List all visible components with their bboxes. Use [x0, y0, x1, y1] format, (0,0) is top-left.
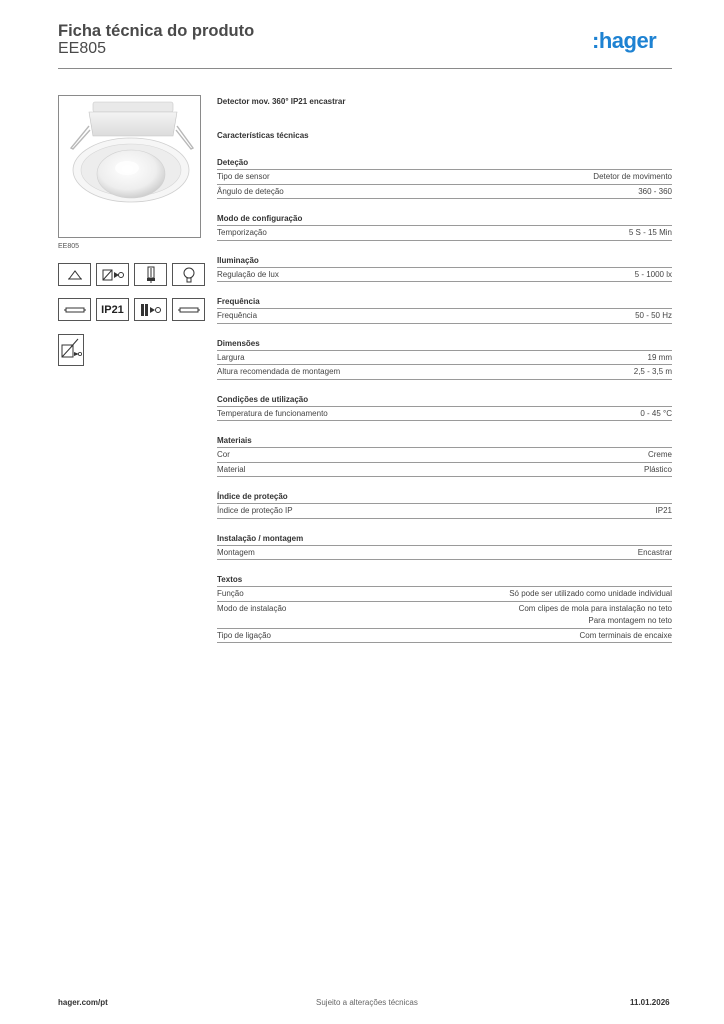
- section-title: Frequência: [217, 297, 672, 309]
- lux-adjust-icon: [96, 263, 129, 286]
- spec-label: Altura recomendada de montagem: [217, 367, 341, 376]
- spec-value: Com clipes de mola para instalação no teto Para montagem no teto: [518, 603, 672, 625]
- spec-section: [217, 256, 672, 283]
- spec-label: Temperatura de funcionamento: [217, 408, 328, 418]
- spec-section: [217, 158, 672, 199]
- spec-row: [217, 351, 672, 366]
- spec-value: 50 - 50 Hz: [635, 311, 672, 320]
- hager-logo: :hager: [592, 28, 657, 53]
- ip21-icon: [96, 298, 129, 321]
- technical-specs: [217, 97, 672, 643]
- bulb-icon: [172, 263, 205, 286]
- spec-label: Largura: [217, 352, 245, 362]
- tube-lamp-icon: [172, 298, 205, 321]
- header-divider: [58, 68, 672, 69]
- motion-detector-illustration: [59, 96, 200, 237]
- section-title: Modo de configuração: [217, 214, 672, 226]
- spec-row: [217, 226, 672, 241]
- spec-row: [217, 587, 672, 602]
- fluorescent-lamp-icon: [134, 263, 167, 286]
- spec-section: [217, 395, 672, 422]
- linear-lamp-icon: [58, 298, 91, 321]
- spec-value: 19 mm: [647, 352, 672, 362]
- spec-section: [217, 492, 672, 519]
- spec-value: 0 - 45 °C: [640, 408, 672, 418]
- section-title: Índice de proteção: [217, 492, 672, 504]
- detector-load-icon: [134, 298, 167, 321]
- spec-label: Temporização: [217, 228, 267, 237]
- section-title: Iluminação: [217, 256, 672, 268]
- spec-value: 5 S - 15 Min: [628, 228, 672, 237]
- spec-label: Regulação de lux: [217, 269, 279, 279]
- spec-row: [217, 170, 672, 185]
- footer-notice: Sujeito a alterações técnicas: [316, 998, 418, 1007]
- spec-value: Creme: [647, 450, 672, 459]
- spec-row: [217, 546, 672, 561]
- spec-section: [217, 339, 672, 380]
- spec-section: [217, 534, 672, 561]
- spec-sections: [217, 158, 672, 643]
- spec-value: 360 - 360: [638, 186, 672, 196]
- ip21-label: IP21: [101, 303, 124, 316]
- spec-value: Detetor de movimento: [593, 172, 672, 181]
- section-title: Deteção: [217, 158, 672, 170]
- spec-section: [217, 297, 672, 324]
- footer-date: 11.01.2026: [630, 998, 670, 1007]
- spec-row: [217, 463, 672, 478]
- spec-row: [217, 268, 672, 283]
- spec-label: Modo de instalação: [217, 603, 287, 613]
- spec-label: Frequência: [217, 311, 258, 320]
- product-description: Detector mov. 360° IP21 encastrar: [217, 97, 346, 106]
- product-reference: EE805: [58, 40, 107, 57]
- logo-text: hager: [598, 28, 657, 53]
- spec-value: 2,5 - 3,5 m: [633, 367, 672, 376]
- spec-value: 5 - 1000 lx: [634, 269, 672, 279]
- spec-row: [217, 185, 672, 200]
- spec-value: Só pode ser utilizado como unidade individual: [509, 589, 672, 598]
- spec-label: Montagem: [217, 547, 255, 557]
- spec-row: [217, 407, 672, 422]
- spec-label: Tipo de sensor: [217, 172, 270, 181]
- footer-website[interactable]: hager.com/pt: [58, 998, 108, 1007]
- spec-row: [217, 629, 672, 644]
- spec-value: IP21: [655, 506, 672, 515]
- switch-load-icon: [58, 334, 84, 366]
- spec-section: [217, 436, 672, 477]
- spec-section: [217, 575, 672, 643]
- section-title: Instalação / montagem: [217, 534, 672, 546]
- spec-row: [217, 448, 672, 463]
- spec-label: Ângulo de deteção: [217, 186, 284, 196]
- spec-value: Plástico: [643, 464, 672, 474]
- spec-row: [217, 602, 672, 629]
- spec-value: Com terminais de encaixe: [579, 630, 672, 640]
- section-title: Condições de utilização: [217, 395, 672, 407]
- spec-label: Material: [217, 464, 246, 474]
- spec-label: Cor: [217, 450, 230, 459]
- spec-value: Encastrar: [637, 547, 672, 557]
- spec-label: Tipo de ligação: [217, 630, 271, 640]
- section-title: Dimensões: [217, 339, 672, 351]
- characteristics-heading: Características técnicas: [217, 131, 309, 140]
- section-title: Materiais: [217, 436, 672, 448]
- spec-section: [217, 214, 672, 241]
- image-caption: EE805: [58, 243, 80, 250]
- page-title: Ficha técnica do produto: [58, 22, 255, 40]
- spec-label: Função: [217, 589, 244, 598]
- section-title: Textos: [217, 575, 672, 587]
- spec-label: Índice de proteção IP: [217, 506, 293, 515]
- spec-row: [217, 365, 672, 380]
- product-image: [58, 95, 201, 238]
- spec-row: [217, 504, 672, 519]
- ceiling-mount-icon: [58, 263, 91, 286]
- spec-row: [217, 309, 672, 324]
